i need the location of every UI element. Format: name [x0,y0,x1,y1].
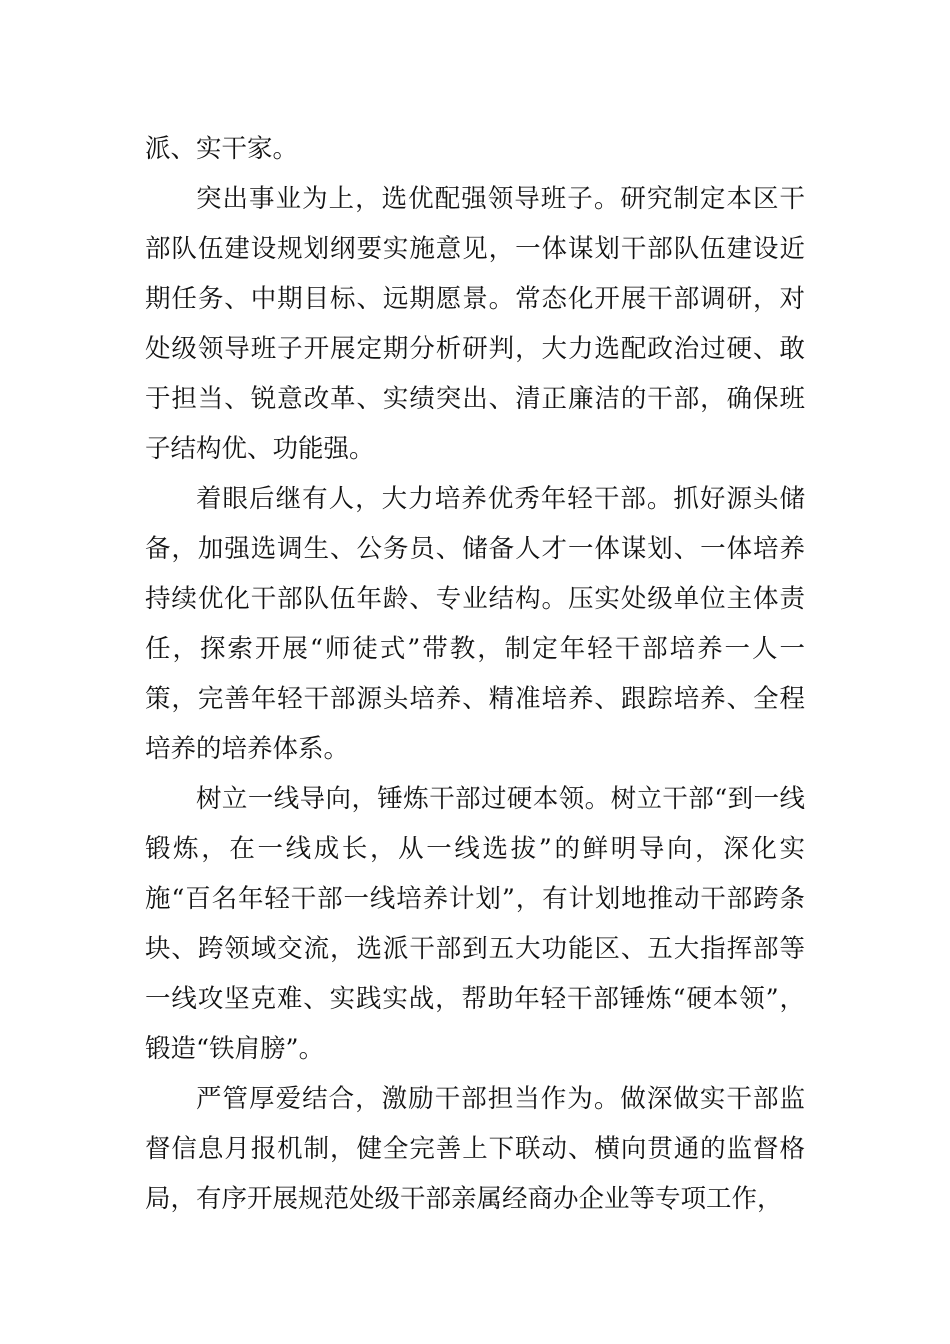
paragraph-young-cadres: 着眼后继有人，大力培养优秀年轻干部。抓好源头储备，加强选调生、公务员、储备人才一体谋划、一体培养持续优化干部队伍年龄、专业结构。压实处级单位主体责任，探索开展“师徒式”带教，制定年轻干部培养一人一策，完善年轻干部源头培养、精准培养、跟踪培养、全程培养的培养体系。 [145,484,805,764]
paragraph-leadership-teams: 突出事业为上，选优配强领导班子。研究制定本区干部队伍建设规划纲要实施意见，一体谋划干部队伍建设近期任务、中期目标、远期愿景。常态化开展干部调研，对处级领导班子开展定期分析研判，大力选配政治过硬、敢于担当、锐意改革、实绩突出、清正廉洁的干部，确保班子结构优、功能强。 [145,184,805,464]
paragraph-frontline-training: 树立一线导向，锤炼干部过硬本领。树立干部“到一线锻炼，在一线成长，从一线选拔”的鲜明导向，深化实施“百名年轻干部一线培养计划”，有计划地推动干部跨条块、跨领域交流，选派干部到五大功能区、五大指挥部等一线攻坚克难、实践实战，帮助年轻干部锤炼“硬本领”，锻造“铁肩膀”。 [145,784,805,1064]
paragraph-continuation: 派、实干家。 [145,134,299,164]
paragraph-supervision: 严管厚爱结合，激励干部担当作为。做深做实干部监督信息月报机制，健全完善上下联动、横向贯通的监督格局，有序开展规范处级干部亲属经商办企业等专项工作， [145,1084,805,1214]
document-page [145,124,805,1224]
